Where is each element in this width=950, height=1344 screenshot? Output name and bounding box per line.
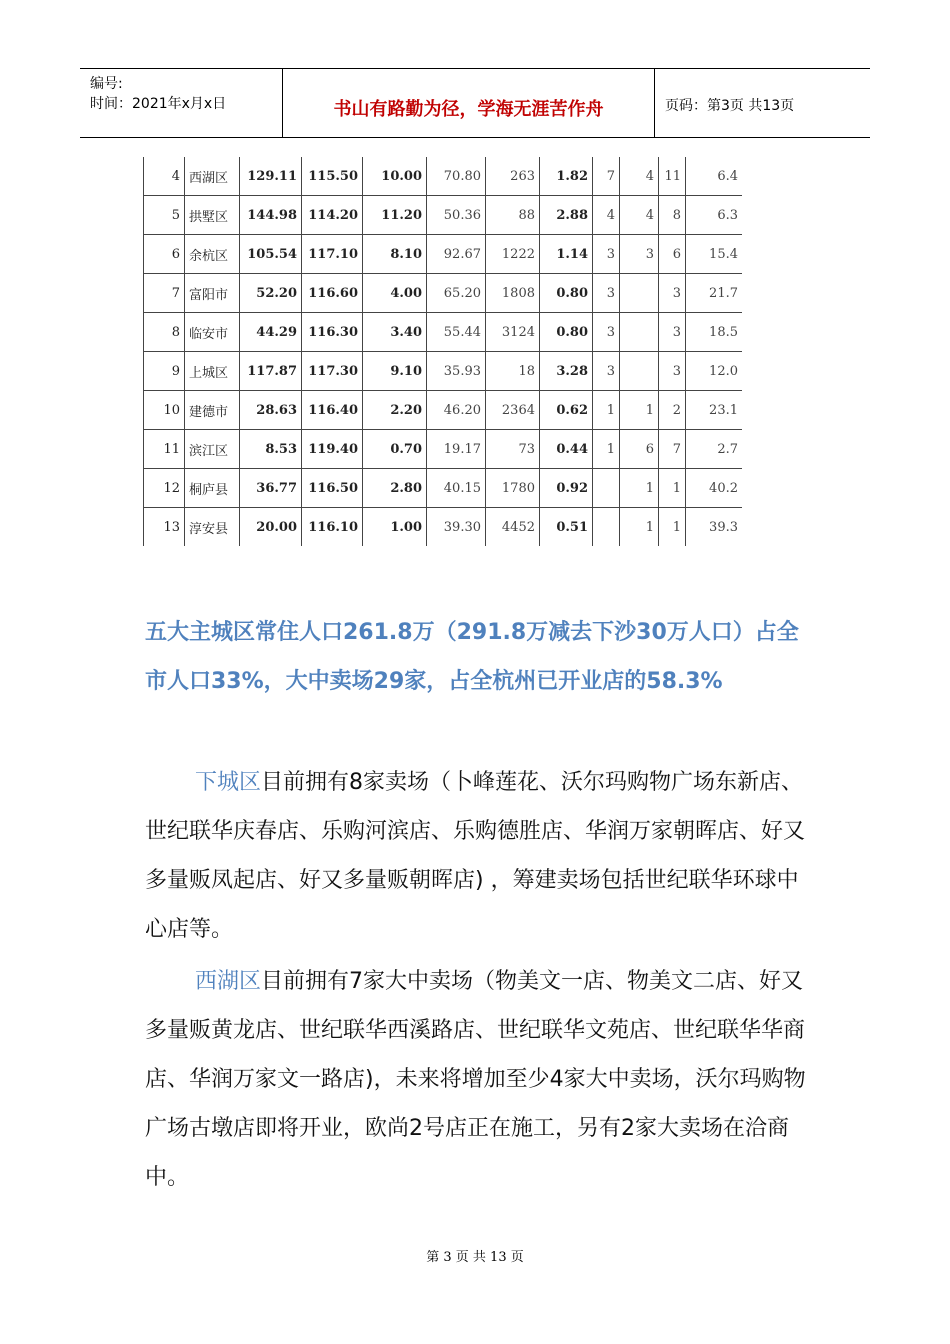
table-cell: [593, 469, 620, 508]
table-cell: 余杭区: [185, 235, 240, 274]
table-cell: 3: [620, 235, 659, 274]
table-cell: 40.2: [686, 469, 743, 508]
table-cell: 桐庐县: [185, 469, 240, 508]
table-cell: 3: [593, 352, 620, 391]
table-cell: 117.87: [240, 352, 302, 391]
table-cell: 116.50: [302, 469, 363, 508]
table-cell: 1: [593, 430, 620, 469]
table-cell: 2.80: [363, 469, 427, 508]
table-row: [144, 274, 743, 313]
table-cell: 88: [486, 196, 540, 235]
table-cell: 9.10: [363, 352, 427, 391]
table-cell: 3.28: [540, 352, 593, 391]
table-cell: 0.44: [540, 430, 593, 469]
table-cell: 50.36: [427, 196, 486, 235]
table-row: [144, 469, 743, 508]
table-cell: 1: [593, 391, 620, 430]
page-info: 页码：第3页 共13页: [665, 98, 795, 114]
table-cell: 0.80: [540, 313, 593, 352]
table-cell: 6: [659, 235, 686, 274]
table-cell: 2.20: [363, 391, 427, 430]
table-cell: 4: [144, 157, 185, 196]
page-header: [80, 68, 870, 138]
paragraph-text: 目前拥有8家卖场（卜峰莲花、沃尔玛购物广场东新店、世纪联华庆春店、乐购河滨店、乐购德胜店、华润万家朝晖店、好又多量贩凤起店、好又多量贩朝晖店) ，筹建卖场包括世纪联华环球中心店等。: [145, 770, 806, 942]
table-cell: 8: [144, 313, 185, 352]
table-cell: 2: [659, 391, 686, 430]
table-cell: 115.50: [302, 157, 363, 196]
table-cell: 上城区: [185, 352, 240, 391]
table-cell: 4: [593, 196, 620, 235]
table-cell: 拱墅区: [185, 196, 240, 235]
table-cell: 1: [659, 508, 686, 547]
table-cell: 46.20: [427, 391, 486, 430]
table-cell: 1: [620, 469, 659, 508]
table-cell: 105.54: [240, 235, 302, 274]
table-cell: 28.63: [240, 391, 302, 430]
table-cell: 8: [659, 196, 686, 235]
table-cell: 23.1: [686, 391, 743, 430]
paragraph-xihu: [145, 957, 815, 1202]
table-cell: 11: [659, 157, 686, 196]
table-cell: 0.70: [363, 430, 427, 469]
table-cell: 1: [620, 391, 659, 430]
table-row: [144, 313, 743, 352]
table-cell: 114.20: [302, 196, 363, 235]
table-cell: 7: [659, 430, 686, 469]
highlight-paragraph: 五大主城区常住人口261.8万（291.8万减去下沙30万人口）占全市人口33%，大中卖场29家，占全杭州已开业店的58.3%: [145, 620, 799, 694]
table-cell: 5: [144, 196, 185, 235]
table-cell: 3: [593, 313, 620, 352]
table-cell: 39.30: [427, 508, 486, 547]
table-row: [144, 508, 743, 547]
table-cell: 52.20: [240, 274, 302, 313]
table-cell: 0.51: [540, 508, 593, 547]
table-cell: 西湖区: [185, 157, 240, 196]
table-cell: 12: [144, 469, 185, 508]
table-cell: 12.0: [686, 352, 743, 391]
table-row: [144, 391, 743, 430]
district-name: 下城区: [195, 770, 262, 795]
table-cell: 6: [620, 430, 659, 469]
table-cell: 65.20: [427, 274, 486, 313]
table-cell: 8.10: [363, 235, 427, 274]
table-cell: 9: [144, 352, 185, 391]
table-cell: 富阳市: [185, 274, 240, 313]
table-cell: 8.53: [240, 430, 302, 469]
table-cell: 4452: [486, 508, 540, 547]
district-name: 西湖区: [195, 969, 262, 994]
table-cell: 3: [659, 274, 686, 313]
table-row: [144, 430, 743, 469]
table-row: [144, 157, 743, 196]
table-cell: 3: [659, 313, 686, 352]
table-cell: [593, 508, 620, 547]
paragraph-xiacheng: [145, 758, 815, 954]
table-row: [144, 235, 743, 274]
table-cell: 119.40: [302, 430, 363, 469]
table-cell: 1.14: [540, 235, 593, 274]
table-cell: 4: [620, 196, 659, 235]
table-cell: 3.40: [363, 313, 427, 352]
table-cell: 3: [593, 235, 620, 274]
table-cell: 18.5: [686, 313, 743, 352]
table-cell: 7: [593, 157, 620, 196]
table-cell: 1.82: [540, 157, 593, 196]
table-cell: 7: [144, 274, 185, 313]
table-cell: [620, 313, 659, 352]
table-cell: 13: [144, 508, 185, 547]
table-cell: 0.80: [540, 274, 593, 313]
table-cell: 2364: [486, 391, 540, 430]
table-cell: 1222: [486, 235, 540, 274]
table-cell: 35.93: [427, 352, 486, 391]
table-cell: 6.4: [686, 157, 743, 196]
table-cell: 18: [486, 352, 540, 391]
table-cell: 1: [659, 469, 686, 508]
table-cell: 70.80: [427, 157, 486, 196]
table-cell: 55.44: [427, 313, 486, 352]
time-label: 时间：2021年x月x日: [90, 96, 227, 112]
table-cell: 15.4: [686, 235, 743, 274]
table-cell: 3124: [486, 313, 540, 352]
table-cell: 19.17: [427, 430, 486, 469]
table-row: [144, 352, 743, 391]
table-cell: 20.00: [240, 508, 302, 547]
table-cell: 144.98: [240, 196, 302, 235]
table-cell: 6: [144, 235, 185, 274]
table-cell: 6.3: [686, 196, 743, 235]
data-table: [143, 157, 742, 546]
table-cell: 1780: [486, 469, 540, 508]
table-cell: 10: [144, 391, 185, 430]
table-cell: 263: [486, 157, 540, 196]
table-cell: 36.77: [240, 469, 302, 508]
table-cell: 11: [144, 430, 185, 469]
table-cell: 建德市: [185, 391, 240, 430]
table-cell: 10.00: [363, 157, 427, 196]
table-cell: 39.3: [686, 508, 743, 547]
table-cell: 1: [620, 508, 659, 547]
table-cell: 0.62: [540, 391, 593, 430]
table-cell: 116.60: [302, 274, 363, 313]
table-cell: 21.7: [686, 274, 743, 313]
table-cell: 129.11: [240, 157, 302, 196]
number-label: 编号:: [90, 76, 123, 92]
table-cell: 3: [593, 274, 620, 313]
table-cell: 1808: [486, 274, 540, 313]
table-cell: [620, 352, 659, 391]
table-cell: 73: [486, 430, 540, 469]
motto: 书山有路勤为径，学海无涯苦作舟: [333, 99, 604, 120]
header-middle-cell: [283, 69, 655, 137]
table-cell: 0.92: [540, 469, 593, 508]
table-cell: 淳安县: [185, 508, 240, 547]
table-cell: 116.10: [302, 508, 363, 547]
table-cell: 92.67: [427, 235, 486, 274]
table-cell: 11.20: [363, 196, 427, 235]
table-cell: 117.30: [302, 352, 363, 391]
header-right-cell: [655, 69, 870, 137]
table-cell: 3: [659, 352, 686, 391]
table-cell: 116.40: [302, 391, 363, 430]
table-cell: 117.10: [302, 235, 363, 274]
table-cell: 116.30: [302, 313, 363, 352]
table-cell: 44.29: [240, 313, 302, 352]
table-cell: [620, 274, 659, 313]
table-cell: 2.7: [686, 430, 743, 469]
paragraph-text: 目前拥有7家大中卖场（物美文一店、物美文二店、好又多量贩黄龙店、世纪联华西溪路店、世纪联华文苑店、世纪联华华商店、华润万家文一路店)，未来将增加至少4家大中卖场，沃尔玛购物广场古墩店即将开业，欧尚2号店正在施工，另有2家大卖场在洽商中。: [145, 969, 806, 1190]
table-cell: 40.15: [427, 469, 486, 508]
table-cell: 1.00: [363, 508, 427, 547]
page-footer: 第 3 页 共 13 页: [426, 1250, 524, 1265]
table-cell: 临安市: [185, 313, 240, 352]
table-row: [144, 196, 743, 235]
table-cell: 4: [620, 157, 659, 196]
table-cell: 4.00: [363, 274, 427, 313]
table-cell: 滨江区: [185, 430, 240, 469]
header-left-cell: [80, 69, 283, 137]
table-cell: 2.88: [540, 196, 593, 235]
